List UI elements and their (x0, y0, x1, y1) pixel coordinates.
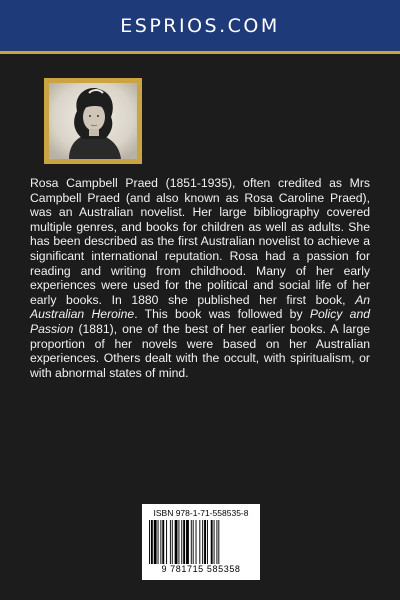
description-part-2: . This book was followed by (134, 307, 310, 322)
description-part-3: (1881), one of the best of her earlier books. A large proportion of her novels were based on her Australian experiences. Others dealt with the occult, with spiritualism, or with abnormal states of mind. (30, 321, 370, 380)
portrait-frame (44, 78, 142, 164)
book-title-policy-and-passion: Policy and Passion (30, 307, 371, 336)
author-portrait-icon (49, 83, 137, 159)
site-header (0, 0, 400, 54)
description-part-1: Rosa Campbell Praed (1851-1935), often credited as Mrs Campbell Praed (and also known as Rosa Caroline Praed), was an Australian novelist. Her large bibliography covered multiple genres, and books for children as well as adults. She has been described as the first Australian novelist to achieve a significant international reputation. Rosa had a passion for reading and writing from childhood. Many of her early experiences were used for the political and social life of her early books. In 1880 she published her first book, (30, 176, 370, 307)
isbn-barcode (142, 504, 260, 580)
book-title-australian-heroine: An Australian Heroine (30, 292, 370, 322)
barcode-digits: 9 781715 585358 (161, 564, 241, 574)
site-name: ESPRIOS.COM (120, 14, 280, 37)
book-description (30, 176, 370, 380)
isbn-label: ISBN 978-1-71-558535-8 (153, 508, 249, 518)
barcode-bars-icon (147, 520, 255, 564)
